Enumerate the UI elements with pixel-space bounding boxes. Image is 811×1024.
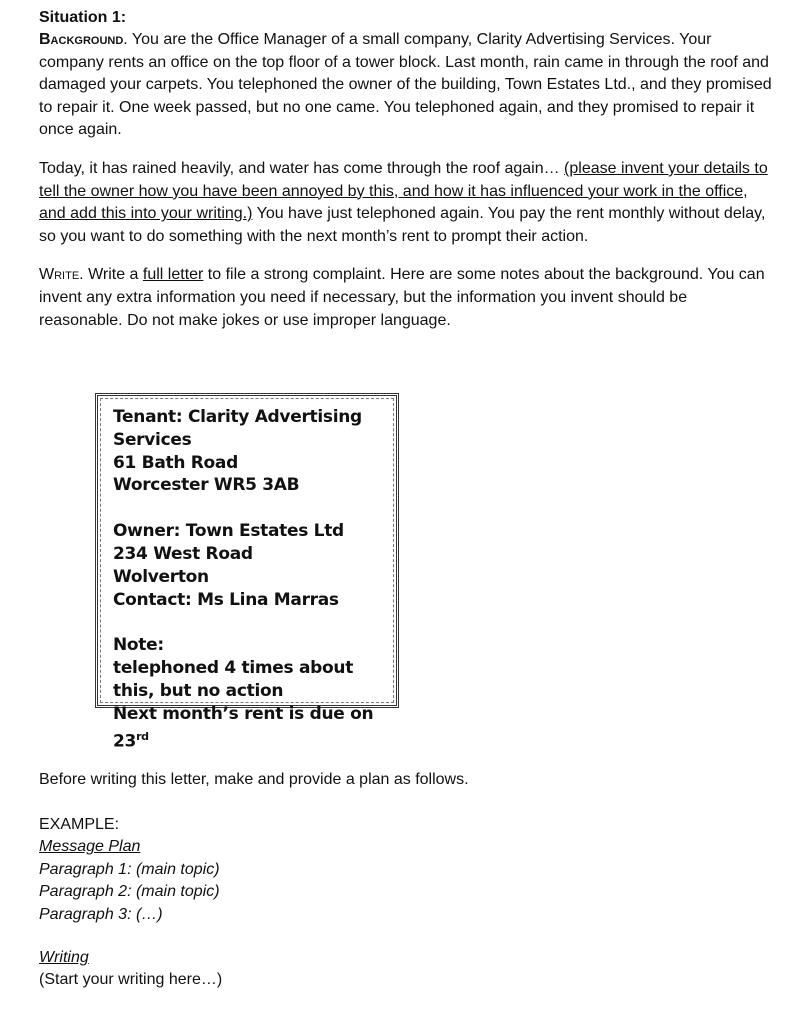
writing-heading: Writing: [39, 949, 89, 966]
note-rent: [113, 703, 384, 753]
background-paragraph: [39, 29, 774, 142]
background-text: . You are the Office Manager of a small company, Clarity Advertising Services. Your company rents an office on the top floor of a tower block. Last month, rain came in through the roof and damaged your carpets. You telephoned the owner of the building, Town Estates Ltd., and they promised to repair it. One week passed, but no one came. You telephoned again, and they promised to repair it once again.: [39, 31, 772, 139]
writing-prompt: (Start your writing here…): [39, 971, 223, 989]
notes-content: [113, 406, 384, 753]
full-letter-term: full letter: [142, 266, 204, 284]
plan-instruction: Before writing this letter, make and provide a plan as follows.: [39, 771, 469, 788]
write-text-a: . Write a: [79, 266, 143, 284]
writing-block: [39, 947, 774, 992]
note-calls: telephoned 4 times about this, but no action: [113, 658, 354, 701]
owner-line: Owner: Town Estates Ltd: [113, 521, 344, 542]
today-start: Today, it has rained heavily, and water has come through the roof again…: [39, 159, 565, 177]
example-label: EXAMPLE:: [39, 816, 120, 833]
note-label: Note:: [113, 635, 164, 656]
tenant-line: Tenant: Clarity Advertising Services: [113, 407, 362, 450]
example-block: [39, 814, 774, 926]
notes-box: [95, 393, 399, 752]
write-label: Write: [39, 266, 80, 284]
today-paragraph: [39, 158, 774, 248]
note-rent-text: Next month’s rent is due on 23: [113, 703, 374, 752]
note-rent-suffix: rd: [136, 729, 149, 743]
owner-city-line: Wolverton: [113, 566, 209, 587]
write-text-b: to file a strong complaint. Here are some notes about the background. You can invent any extra information you need if necessary, but the information you invent should be reasonable. Do not make jokes or use improper language.: [39, 266, 765, 329]
situation-title: Situation 1:: [39, 9, 127, 26]
document-page: [39, 0, 774, 332]
plan-paragraph-3: Paragraph 3: (…): [39, 905, 163, 923]
write-paragraph: [39, 264, 774, 332]
owner-address-line: 234 West Road: [113, 543, 253, 564]
plan-paragraph-2: Paragraph 2: (main topic): [39, 883, 220, 901]
today-instruction: (please invent your details to tell the owner how you have been annoyed by this, and how it has influenced your work in the office, and add this into your writing.): [39, 159, 768, 223]
plan-paragraph-1: Paragraph 1: (main topic): [39, 860, 220, 878]
tenant-city-line: Worcester WR5 3AB: [113, 475, 300, 496]
owner-contact-line: Contact: Ms Lina Marras: [113, 589, 339, 610]
today-end: You have just telephoned again. You pay the rent monthly without delay, so you want to do something with the next month’s rent to prompt their action.: [39, 205, 766, 245]
background-label: Background: [39, 31, 124, 48]
tenant-address-line: 61 Bath Road: [113, 452, 238, 473]
message-plan-heading: Message Plan: [39, 838, 141, 856]
